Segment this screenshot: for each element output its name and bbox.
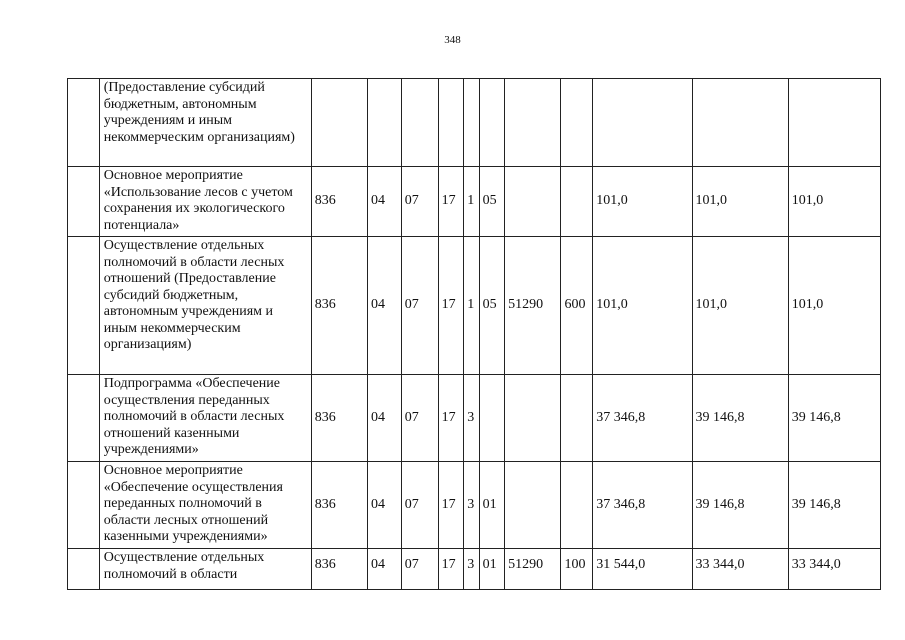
activity-cell: 05 (479, 167, 505, 237)
row-name: Основное мероприятие «Использование лесов с учетом сохранения их экологического потенциала» (99, 167, 311, 237)
table-row (68, 167, 881, 237)
direction-cell (505, 79, 561, 167)
expense-type-cell (561, 375, 593, 462)
row-index-cell (68, 237, 100, 375)
row-name: (Предоставление субсидий бюджетным, автономным учреждениям и иным некоммерческим организациям) (99, 79, 311, 167)
direction-cell (505, 375, 561, 462)
sum-year2-cell: 39 146,8 (692, 375, 788, 462)
table-row (68, 462, 881, 549)
page-number: 348 (444, 34, 461, 46)
sum-year2-cell: 39 146,8 (692, 462, 788, 549)
direction-cell (505, 462, 561, 549)
grbs-cell: 836 (311, 462, 367, 549)
sum-year2-cell (692, 79, 788, 167)
rz-cell: 04 (368, 549, 402, 590)
direction-cell: 51290 (505, 237, 561, 375)
sum-year1-cell (593, 79, 692, 167)
pr-cell: 07 (401, 237, 438, 375)
sum-year3-cell: 39 146,8 (788, 462, 880, 549)
sum-year1-cell: 37 346,8 (593, 375, 692, 462)
sum-year1-cell: 101,0 (593, 167, 692, 237)
activity-cell: 01 (479, 462, 505, 549)
expense-type-cell: 100 (561, 549, 593, 590)
subprogram-cell: 3 (464, 549, 479, 590)
program-cell: 17 (438, 237, 464, 375)
subprogram-cell: 1 (464, 167, 479, 237)
sum-year3-cell: 39 146,8 (788, 375, 880, 462)
expense-type-cell (561, 167, 593, 237)
activity-cell (479, 79, 505, 167)
sum-year2-cell: 101,0 (692, 237, 788, 375)
activity-cell: 05 (479, 237, 505, 375)
sum-year3-cell: 101,0 (788, 167, 880, 237)
rz-cell: 04 (368, 237, 402, 375)
grbs-cell: 836 (311, 375, 367, 462)
table-row (68, 237, 881, 375)
table-row (68, 79, 881, 167)
row-name: Осуществление отдельных полномочий в области лесных отношений (Предоставление субсидий бюджетным, автономным учреждениям и иным некоммерческим организациям) (99, 237, 311, 375)
subprogram-cell: 3 (464, 375, 479, 462)
program-cell: 17 (438, 549, 464, 590)
pr-cell: 07 (401, 462, 438, 549)
program-cell: 17 (438, 462, 464, 549)
activity-cell: 01 (479, 549, 505, 590)
row-name: Основное мероприятие «Обеспечение осуществления переданных полномочий в области лесных отношений казенными учреждениями» (99, 462, 311, 549)
pr-cell: 07 (401, 549, 438, 590)
sum-year2-cell: 101,0 (692, 167, 788, 237)
subprogram-cell: 3 (464, 462, 479, 549)
pr-cell: 07 (401, 375, 438, 462)
direction-cell (505, 167, 561, 237)
sum-year1-cell: 37 346,8 (593, 462, 692, 549)
rz-cell: 04 (368, 462, 402, 549)
grbs-cell: 836 (311, 237, 367, 375)
rz-cell (368, 79, 402, 167)
row-index-cell (68, 549, 100, 590)
row-index-cell (68, 375, 100, 462)
sum-year3-cell (788, 79, 880, 167)
row-name: Осуществление отдельных полномочий в области (99, 549, 311, 590)
row-name: Подпрограмма «Обеспечение осуществления переданных полномочий в области лесных отношений казенными учреждениями» (99, 375, 311, 462)
grbs-cell: 836 (311, 167, 367, 237)
program-cell: 17 (438, 375, 464, 462)
sum-year1-cell: 31 544,0 (593, 549, 692, 590)
subprogram-cell (464, 79, 479, 167)
pr-cell: 07 (401, 167, 438, 237)
expense-type-cell: 600 (561, 237, 593, 375)
grbs-cell (311, 79, 367, 167)
grbs-cell: 836 (311, 549, 367, 590)
pr-cell (401, 79, 438, 167)
table-row (68, 375, 881, 462)
direction-cell: 51290 (505, 549, 561, 590)
row-index-cell (68, 79, 100, 167)
table-row (68, 549, 881, 590)
expense-type-cell (561, 462, 593, 549)
activity-cell (479, 375, 505, 462)
row-index-cell (68, 462, 100, 549)
rz-cell: 04 (368, 167, 402, 237)
rz-cell: 04 (368, 375, 402, 462)
sum-year1-cell: 101,0 (593, 237, 692, 375)
subprogram-cell: 1 (464, 237, 479, 375)
program-cell (438, 79, 464, 167)
row-index-cell (68, 167, 100, 237)
program-cell: 17 (438, 167, 464, 237)
budget-table (67, 78, 881, 590)
sum-year3-cell: 33 344,0 (788, 549, 880, 590)
sum-year2-cell: 33 344,0 (692, 549, 788, 590)
sum-year3-cell: 101,0 (788, 237, 880, 375)
expense-type-cell (561, 79, 593, 167)
